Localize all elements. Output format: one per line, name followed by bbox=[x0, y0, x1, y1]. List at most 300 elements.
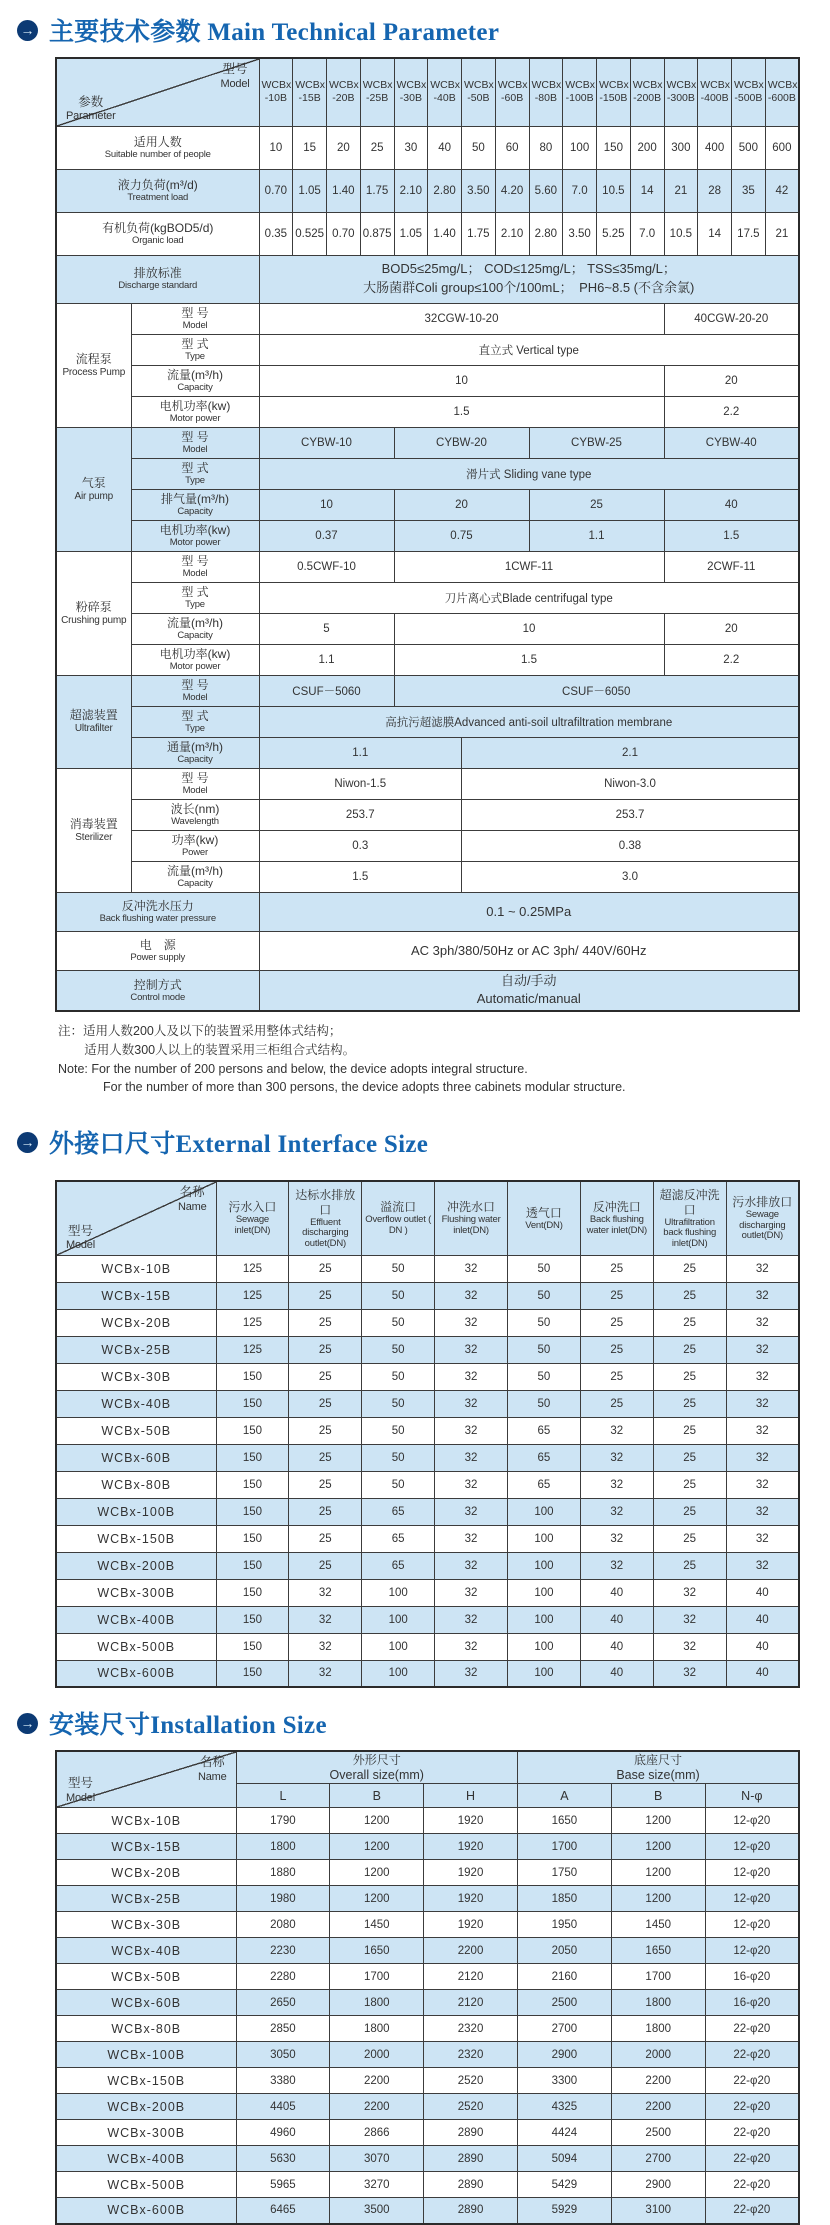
value-cell: 2700 bbox=[517, 2016, 611, 2042]
value-cell: 65 bbox=[362, 1525, 435, 1552]
label-zh: 排放标准 bbox=[133, 266, 182, 281]
value-cell: 32 bbox=[726, 1255, 799, 1282]
value-cell: 1950 bbox=[517, 1912, 611, 1938]
value-cell: 25 bbox=[653, 1498, 726, 1525]
row-label bbox=[56, 169, 259, 212]
value-cell: 32 bbox=[435, 1498, 508, 1525]
label-en: Model bbox=[182, 784, 208, 796]
label-zh: 型 号 bbox=[181, 770, 209, 785]
value-cell: 32 bbox=[580, 1417, 653, 1444]
value-cell: 2230 bbox=[236, 1938, 330, 1964]
label-en: Control mode bbox=[130, 991, 186, 1003]
value-cell: 50 bbox=[362, 1444, 435, 1471]
value-line: BOD5≤25mg/L； COD≤125mg/L； TSS≤35mg/L； bbox=[381, 261, 676, 277]
value-cell: 2160 bbox=[517, 1964, 611, 1990]
label-en: Type bbox=[185, 350, 205, 362]
value-cell: 400 bbox=[698, 126, 732, 169]
value-cell: 10 bbox=[259, 489, 394, 520]
value-cell: 65 bbox=[508, 1444, 581, 1471]
table-row bbox=[56, 1964, 799, 1990]
label-en: Overall size(mm) bbox=[329, 1768, 424, 1783]
model-column-header bbox=[293, 58, 327, 126]
label-en: Name bbox=[177, 1200, 207, 1213]
model-line: -80B bbox=[534, 92, 557, 105]
value-cell: 100 bbox=[362, 1579, 435, 1606]
value-cell: 2900 bbox=[611, 2172, 705, 2198]
value-cell: 100 bbox=[508, 1552, 581, 1579]
table-row bbox=[56, 334, 799, 365]
label-en: Base size(mm) bbox=[616, 1768, 700, 1783]
label-zh: 反冲洗口 bbox=[592, 1200, 641, 1215]
value-cell: 10.5 bbox=[664, 212, 698, 255]
value-cell: 2.2 bbox=[664, 396, 799, 427]
label-zh: 有机负荷(kgBOD5/d) bbox=[102, 220, 214, 235]
value-cell: 32 bbox=[289, 1579, 362, 1606]
value-cell: 40CGW-20-20 bbox=[664, 303, 799, 334]
value-cell bbox=[259, 970, 799, 1011]
label-zh: 电 源 bbox=[139, 937, 176, 952]
value-cell: 253.7 bbox=[462, 799, 800, 830]
value-cell: 25 bbox=[580, 1363, 653, 1390]
value-cell: 3500 bbox=[330, 2198, 424, 2224]
value-cell: 22-φ20 bbox=[705, 2094, 799, 2120]
value-cell: 150 bbox=[216, 1417, 289, 1444]
value-cell: 50 bbox=[508, 1309, 581, 1336]
arrow-bullet-icon: → bbox=[17, 1132, 38, 1153]
value-cell: 500 bbox=[732, 126, 766, 169]
external-interface-table bbox=[55, 1180, 800, 1688]
value-cell: 2700 bbox=[611, 2146, 705, 2172]
value-cell: 1200 bbox=[330, 1860, 424, 1886]
table-row bbox=[56, 365, 799, 396]
value-cell: 1790 bbox=[236, 1808, 330, 1834]
value-cell: 2CWF-11 bbox=[664, 551, 799, 582]
value-cell: 25 bbox=[289, 1255, 362, 1282]
value-cell: 150 bbox=[216, 1444, 289, 1471]
value-cell: 22-φ20 bbox=[705, 2016, 799, 2042]
table-row bbox=[56, 931, 799, 970]
value-cell: 5.25 bbox=[597, 212, 631, 255]
value-cell: 0.70 bbox=[327, 212, 361, 255]
value-cell: 50 bbox=[362, 1471, 435, 1498]
install-title: 安装尺寸Installation Size bbox=[49, 1712, 327, 1740]
column-header bbox=[653, 1181, 726, 1255]
label-zh: 流量(m³/h) bbox=[167, 367, 223, 382]
table-header-row bbox=[56, 1181, 799, 1255]
label-en: Name bbox=[197, 1770, 227, 1783]
value-cell: 5965 bbox=[236, 2172, 330, 2198]
model-cell: WCBx-100B bbox=[56, 2042, 236, 2068]
label-zh: 控制方式 bbox=[133, 977, 182, 992]
value-cell: 1450 bbox=[611, 1912, 705, 1938]
table-row bbox=[56, 1579, 799, 1606]
row-label bbox=[131, 551, 259, 582]
model-cell: WCBx-40B bbox=[56, 1938, 236, 1964]
value-cell: 2520 bbox=[424, 2068, 518, 2094]
value-cell: 32 bbox=[726, 1498, 799, 1525]
column-header bbox=[289, 1181, 362, 1255]
value-cell: 直立式 Vertical type bbox=[259, 334, 799, 365]
value-cell: 25 bbox=[289, 1309, 362, 1336]
value-cell: 1200 bbox=[611, 1886, 705, 1912]
label-en: Capacity bbox=[177, 381, 213, 393]
value-cell: 50 bbox=[508, 1363, 581, 1390]
value-cell: 1920 bbox=[424, 1912, 518, 1938]
value-cell: 150 bbox=[216, 1471, 289, 1498]
table-row bbox=[56, 1606, 799, 1633]
value-cell: 1200 bbox=[611, 1860, 705, 1886]
label-zh: 流量(m³/h) bbox=[167, 615, 223, 630]
value-cell: 80 bbox=[529, 126, 563, 169]
value-cell: 2200 bbox=[330, 2094, 424, 2120]
table-header-row bbox=[56, 1751, 799, 1784]
value-cell: 0.1 ~ 0.25MPa bbox=[259, 892, 799, 931]
value-cell: 32 bbox=[653, 1633, 726, 1660]
value-cell: Niwon-3.0 bbox=[462, 768, 800, 799]
column-header bbox=[362, 1181, 435, 1255]
row-label bbox=[56, 892, 259, 931]
value-cell: 12-φ20 bbox=[705, 1834, 799, 1860]
value-cell: 1.1 bbox=[259, 737, 462, 768]
value-cell: 5094 bbox=[517, 2146, 611, 2172]
label-zh: 型号 bbox=[67, 1223, 93, 1238]
value-cell: 150 bbox=[216, 1390, 289, 1417]
value-cell: 12-φ20 bbox=[705, 1886, 799, 1912]
value-cell: 16-φ20 bbox=[705, 1964, 799, 1990]
value-cell: 1750 bbox=[517, 1860, 611, 1886]
model-cell: WCBx-15B bbox=[56, 1834, 236, 1860]
value-cell: 50 bbox=[508, 1282, 581, 1309]
value-cell: CSUF－6050 bbox=[394, 675, 799, 706]
value-cell: 2320 bbox=[424, 2042, 518, 2068]
model-column-header bbox=[428, 58, 462, 126]
label-en: Process Pump bbox=[62, 366, 126, 378]
model-line: -150B bbox=[599, 92, 628, 105]
value-cell: 3.50 bbox=[563, 212, 597, 255]
value-cell: 25 bbox=[653, 1282, 726, 1309]
sub-column-header: B bbox=[330, 1784, 424, 1808]
table-row bbox=[56, 644, 799, 675]
model-column-header bbox=[765, 58, 799, 126]
value-cell: 21 bbox=[664, 169, 698, 212]
value-cell: 32 bbox=[726, 1525, 799, 1552]
value-cell: 1.05 bbox=[293, 169, 327, 212]
row-label bbox=[56, 970, 259, 1011]
value-cell: 25 bbox=[580, 1255, 653, 1282]
value-cell: 0.5CWF-10 bbox=[259, 551, 394, 582]
value-cell: 100 bbox=[508, 1633, 581, 1660]
value-cell: 1.5 bbox=[664, 520, 799, 551]
value-cell: 32 bbox=[435, 1255, 508, 1282]
value-cell: 25 bbox=[653, 1336, 726, 1363]
value-cell: 14 bbox=[698, 212, 732, 255]
value-cell: 25 bbox=[580, 1390, 653, 1417]
table-row bbox=[56, 520, 799, 551]
model-line: WCBx bbox=[666, 79, 697, 92]
model-cell: WCBx-500B bbox=[56, 2172, 236, 2198]
value-cell: 1200 bbox=[330, 1808, 424, 1834]
label-zh: 名称 bbox=[179, 1185, 205, 1200]
value-cell: 2520 bbox=[424, 2094, 518, 2120]
value-cell: 32 bbox=[726, 1417, 799, 1444]
label-zh: 波长(nm) bbox=[170, 801, 220, 816]
value-cell: 2650 bbox=[236, 1990, 330, 2016]
row-label bbox=[131, 458, 259, 489]
label-zh: 排气量(m³/h) bbox=[161, 491, 229, 506]
column-header bbox=[508, 1181, 581, 1255]
model-line: -20B bbox=[332, 92, 355, 105]
row-label bbox=[131, 396, 259, 427]
value-cell: 32 bbox=[653, 1660, 726, 1687]
label-zh: 消毒装置 bbox=[69, 816, 118, 831]
value-cell: 25 bbox=[653, 1390, 726, 1417]
value-cell: CYBW-40 bbox=[664, 427, 799, 458]
label-zh: 型 式 bbox=[181, 584, 209, 599]
value-cell: 22-φ20 bbox=[705, 2172, 799, 2198]
label-zh: 名称 bbox=[199, 1755, 225, 1770]
value-cell: 150 bbox=[216, 1525, 289, 1552]
install-section-heading bbox=[17, 1705, 830, 1741]
label-en: Capacity bbox=[177, 753, 213, 765]
value-cell: 50 bbox=[508, 1390, 581, 1417]
value-cell: 150 bbox=[216, 1498, 289, 1525]
value-cell: 50 bbox=[508, 1336, 581, 1363]
column-header bbox=[580, 1181, 653, 1255]
value-cell: 7.0 bbox=[630, 212, 664, 255]
value-cell: 2200 bbox=[611, 2068, 705, 2094]
value-cell: 35 bbox=[732, 169, 766, 212]
label-zh: 液力负荷(m³/d) bbox=[117, 177, 198, 192]
value-cell: 30 bbox=[394, 126, 428, 169]
corner-bottom-label bbox=[66, 95, 116, 123]
model-cell: WCBx-150B bbox=[56, 1525, 216, 1552]
value-cell: 0.75 bbox=[394, 520, 529, 551]
value-cell: 32 bbox=[435, 1579, 508, 1606]
value-cell: 1.1 bbox=[529, 520, 664, 551]
label-zh: 型 式 bbox=[181, 708, 209, 723]
label-zh: 型号 bbox=[67, 1776, 93, 1791]
value-cell: 32 bbox=[435, 1660, 508, 1687]
corner-top-label bbox=[178, 1185, 207, 1213]
value-cell: 4325 bbox=[517, 2094, 611, 2120]
diagonal-corner-cell bbox=[56, 58, 259, 126]
label-en: Model bbox=[66, 1239, 95, 1252]
label-zh: 流量(m³/h) bbox=[167, 863, 223, 878]
table-row bbox=[56, 169, 799, 212]
value-cell: 50 bbox=[362, 1309, 435, 1336]
note-line-en-1: Note: For the number of 200 persons and below, the device adopts integral structure. bbox=[58, 1061, 528, 1076]
group-label bbox=[56, 303, 131, 427]
value-cell: 40 bbox=[726, 1579, 799, 1606]
value-cell: 1700 bbox=[611, 1964, 705, 1990]
diagonal-corner-cell bbox=[56, 1181, 216, 1255]
table-header-row bbox=[56, 58, 799, 126]
model-cell: WCBx-20B bbox=[56, 1860, 236, 1886]
label-en: Sewage discharging outlet(DN) bbox=[739, 1209, 786, 1242]
model-line: WCBx bbox=[295, 79, 325, 92]
value-cell: 20 bbox=[327, 126, 361, 169]
model-line: -40B bbox=[433, 92, 456, 105]
table-row bbox=[56, 126, 799, 169]
label-en: Model bbox=[182, 319, 208, 331]
row-label bbox=[56, 931, 259, 970]
value-cell: 22-φ20 bbox=[705, 2198, 799, 2224]
value-cell: 5 bbox=[259, 613, 394, 644]
model-line: -600B bbox=[767, 92, 796, 105]
value-cell: 65 bbox=[362, 1552, 435, 1579]
value-cell: 32 bbox=[726, 1282, 799, 1309]
value-cell: 150 bbox=[216, 1660, 289, 1687]
value-cell: 2280 bbox=[236, 1964, 330, 1990]
value-cell: 253.7 bbox=[259, 799, 462, 830]
row-label bbox=[56, 126, 259, 169]
value-cell: 32 bbox=[289, 1660, 362, 1687]
model-cell: WCBx-600B bbox=[56, 2198, 236, 2224]
label-zh: 型号 bbox=[222, 62, 248, 76]
model-column-header bbox=[360, 58, 394, 126]
value-cell: 25 bbox=[360, 126, 394, 169]
installation-size-table bbox=[55, 1750, 800, 2225]
value-cell: 2900 bbox=[517, 2042, 611, 2068]
value-cell: 40 bbox=[580, 1633, 653, 1660]
value-cell: 32 bbox=[289, 1606, 362, 1633]
value-cell: 4.20 bbox=[495, 169, 529, 212]
value-cell: 40 bbox=[580, 1660, 653, 1687]
value-cell: 32 bbox=[580, 1471, 653, 1498]
value-cell: 32 bbox=[289, 1633, 362, 1660]
group-column-header bbox=[236, 1751, 517, 1784]
value-cell: 100 bbox=[508, 1525, 581, 1552]
value-cell: 25 bbox=[580, 1282, 653, 1309]
label-en: Model bbox=[182, 567, 208, 579]
value-cell: 22-φ20 bbox=[705, 2120, 799, 2146]
label-en: Motor power bbox=[169, 536, 221, 548]
value-cell: 32 bbox=[435, 1363, 508, 1390]
value-cell: 2.10 bbox=[495, 212, 529, 255]
model-line: WCBx bbox=[565, 79, 595, 92]
model-cell: WCBx-25B bbox=[56, 1336, 216, 1363]
arrow-bullet-icon: → bbox=[17, 1713, 38, 1734]
group-column-header bbox=[517, 1751, 799, 1784]
value-cell: 25 bbox=[653, 1363, 726, 1390]
value-cell: 1.5 bbox=[394, 644, 664, 675]
label-zh: 底座尺寸 bbox=[633, 1753, 682, 1768]
value-cell: 32 bbox=[580, 1525, 653, 1552]
table-row bbox=[56, 1471, 799, 1498]
value-cell: 100 bbox=[508, 1579, 581, 1606]
label-en: Sterilizer bbox=[75, 831, 113, 843]
value-cell: 2500 bbox=[517, 1990, 611, 2016]
value-cell: 3050 bbox=[236, 2042, 330, 2068]
label-zh: 流程泵 bbox=[75, 351, 112, 366]
value-cell: 32 bbox=[726, 1552, 799, 1579]
table-row bbox=[56, 830, 799, 861]
model-line: WCBx bbox=[464, 79, 494, 92]
label-zh: 电机功率(kw) bbox=[159, 646, 231, 661]
value-cell: 150 bbox=[216, 1606, 289, 1633]
value-cell: 0.525 bbox=[293, 212, 327, 255]
model-cell: WCBx-30B bbox=[56, 1363, 216, 1390]
corner-bottom-label bbox=[66, 1224, 95, 1252]
table-row bbox=[56, 2120, 799, 2146]
model-line: -10B bbox=[264, 92, 287, 105]
label-en: Crushing pump bbox=[61, 614, 127, 626]
value-cell: 4424 bbox=[517, 2120, 611, 2146]
model-cell: WCBx-80B bbox=[56, 1471, 216, 1498]
label-zh: 气泵 bbox=[81, 475, 106, 490]
table-row bbox=[56, 799, 799, 830]
value-cell: 2890 bbox=[424, 2172, 518, 2198]
column-header bbox=[435, 1181, 508, 1255]
column-header bbox=[726, 1181, 799, 1255]
value-cell: 5429 bbox=[517, 2172, 611, 2198]
model-line: WCBx bbox=[261, 79, 292, 92]
label-en: Ultrafiltration back flushing inlet(DN) bbox=[663, 1216, 717, 1249]
value-cell: 25 bbox=[653, 1417, 726, 1444]
value-cell: 3.0 bbox=[462, 861, 800, 892]
model-line: -300B bbox=[666, 92, 695, 105]
table-row bbox=[56, 1363, 799, 1390]
value-cell: 32 bbox=[435, 1606, 508, 1633]
model-line: WCBx bbox=[767, 79, 798, 92]
model-cell: WCBx-400B bbox=[56, 2146, 236, 2172]
sub-column-header: H bbox=[424, 1784, 518, 1808]
value-cell: AC 3ph/380/50Hz or AC 3ph/ 440V/60Hz bbox=[259, 931, 799, 970]
model-column-header bbox=[563, 58, 597, 126]
row-label bbox=[131, 613, 259, 644]
value-cell: 32 bbox=[435, 1552, 508, 1579]
value-cell: 150 bbox=[597, 126, 631, 169]
label-en: Type bbox=[185, 722, 205, 734]
table-row bbox=[56, 2172, 799, 2198]
value-cell: 16-φ20 bbox=[705, 1990, 799, 2016]
row-label bbox=[131, 768, 259, 799]
value-cell: 50 bbox=[508, 1255, 581, 1282]
model-cell: WCBx-20B bbox=[56, 1309, 216, 1336]
value-cell: 2866 bbox=[330, 2120, 424, 2146]
value-cell: 0.37 bbox=[259, 520, 394, 551]
value-cell: 1200 bbox=[611, 1808, 705, 1834]
group-label bbox=[56, 427, 131, 551]
label-en: Motor power bbox=[169, 412, 221, 424]
model-line: -30B bbox=[399, 92, 422, 105]
value-cell: 50 bbox=[462, 126, 496, 169]
value-cell: 32 bbox=[580, 1498, 653, 1525]
value-cell: 3380 bbox=[236, 2068, 330, 2094]
model-column-header bbox=[529, 58, 563, 126]
table-row bbox=[56, 2068, 799, 2094]
model-cell: WCBx-15B bbox=[56, 1282, 216, 1309]
table-row bbox=[56, 1282, 799, 1309]
group-label bbox=[56, 551, 131, 675]
value-cell: 50 bbox=[362, 1390, 435, 1417]
value-cell: 3100 bbox=[611, 2198, 705, 2224]
value-cell: 42 bbox=[765, 169, 799, 212]
table-row bbox=[56, 255, 799, 303]
value-cell: 25 bbox=[529, 489, 664, 520]
value-cell: 600 bbox=[765, 126, 799, 169]
value-cell: 22-φ20 bbox=[705, 2068, 799, 2094]
value-cell: 滑片式 Sliding vane type bbox=[259, 458, 799, 489]
value-cell: 2500 bbox=[611, 2120, 705, 2146]
value-cell: 3.50 bbox=[462, 169, 496, 212]
value-cell: 1.5 bbox=[259, 861, 462, 892]
value-line: 自动/手动 bbox=[500, 972, 557, 988]
value-cell: 4960 bbox=[236, 2120, 330, 2146]
value-cell: 3070 bbox=[330, 2146, 424, 2172]
model-column-header bbox=[394, 58, 428, 126]
value-cell: 100 bbox=[508, 1660, 581, 1687]
